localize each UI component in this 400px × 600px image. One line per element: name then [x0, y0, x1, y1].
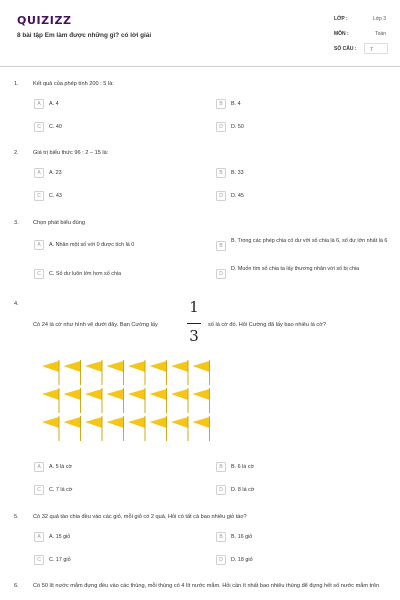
option-letter: B — [216, 168, 226, 178]
option-letter: A — [34, 99, 44, 109]
question-number: 5. — [14, 514, 19, 520]
flags-illustration — [38, 358, 218, 444]
question-text: Giá trị biểu thức 96 : 2 – 15 là: — [33, 150, 109, 156]
fraction-one-third — [185, 298, 203, 348]
option-text: C. 17 giỏ — [49, 557, 71, 563]
question-text: Có 32 quả táo chia đều vào các giỏ, mỗi giỏ có 2 quả. Hỏi có tất cả bao nhiêu giỏ táo? — [33, 514, 247, 520]
option-letter: A — [34, 240, 44, 250]
flag-icon — [107, 360, 124, 385]
option-text: B. 6 lá cờ — [231, 464, 255, 470]
option-letter: D — [216, 555, 226, 565]
flag-icon — [42, 388, 59, 413]
question-number: 2. — [14, 150, 19, 156]
option-text: C. 43 — [49, 193, 62, 199]
option-text: C. 40 — [49, 124, 62, 130]
flag-icon — [171, 416, 188, 441]
flag-icon — [193, 416, 210, 441]
option-letter: C — [34, 122, 44, 132]
flag-icon — [171, 360, 188, 385]
fraction-denominator: 3 — [189, 327, 199, 345]
flag-icon — [107, 416, 124, 441]
option-text: B. 16 giỏ — [231, 534, 253, 540]
flag-icon — [193, 388, 210, 413]
question-count-label: SỐ CÂU : — [334, 46, 357, 52]
flag-icon — [64, 388, 81, 413]
worksheet-header — [0, 0, 400, 68]
option-letter: B — [216, 241, 226, 251]
option-text: D. 8 lá cờ — [231, 487, 255, 493]
option-text: D. Muốn tìm số chia ta lấy thương nhân với số bị chia — [231, 266, 360, 272]
option-letter: B — [216, 532, 226, 542]
option-letter: C — [34, 191, 44, 201]
option-text: B. Trong các phép chia có dư với số chia là 6, số dư lớn nhất là 6 — [231, 238, 388, 244]
quizizz-logo: QUIZIZZ — [17, 14, 72, 27]
option-letter: C — [34, 555, 44, 565]
option-letter: C — [34, 269, 44, 279]
option-text: A. Nhân một số với 0 được tích là 0 — [49, 242, 135, 248]
subject-label: MÔN : — [334, 31, 349, 37]
option-letter: A — [34, 168, 44, 178]
flag-icon — [150, 360, 167, 385]
fraction-numerator: 1 — [189, 298, 199, 316]
question-count-box — [364, 43, 388, 54]
option-text: D. 18 giỏ — [231, 557, 253, 563]
question-text-before: Có 24 lá cờ như hình vẽ dưới đây. Bạn Cường lấy — [33, 322, 158, 328]
option-letter: B — [216, 462, 226, 472]
question-number: 3. — [14, 220, 19, 226]
question-number: 4. — [14, 301, 19, 307]
option-text: A. 5 lá cờ — [49, 464, 73, 470]
option-text: D. 50 — [231, 124, 244, 130]
grade-label: LỚP : — [334, 16, 348, 22]
option-letter: C — [34, 485, 44, 495]
flag-icon — [85, 388, 102, 413]
flag-icon — [107, 388, 124, 413]
option-text: A. 23 — [49, 170, 62, 176]
option-text: B. 33 — [231, 170, 244, 176]
flag-icon — [42, 360, 59, 385]
flag-icon — [128, 360, 145, 385]
option-text: D. 45 — [231, 193, 244, 199]
subject-value: Toán — [375, 31, 386, 37]
flag-icon — [150, 416, 167, 441]
flag-icon — [128, 416, 145, 441]
option-text: B. 4 — [231, 101, 241, 107]
question-text: Có 50 lít nước mắm đựng đều vào các thùng, mỗi thùng có 4 lít nước mắm. Hỏi cần ít nhất bao nhiêu thùng để đựng hết số nước mắm trên — [33, 583, 380, 589]
option-letter: D — [216, 122, 226, 132]
flag-icon — [64, 360, 81, 385]
option-letter: D — [216, 485, 226, 495]
grade-value: Lớp 3 — [372, 16, 386, 22]
option-text: A. 15 giỏ — [49, 534, 71, 540]
option-text: A. 4 — [49, 101, 59, 107]
option-letter: D — [216, 269, 226, 279]
flag-icon — [85, 416, 102, 441]
flag-icon — [85, 360, 102, 385]
question-number: 1. — [14, 81, 19, 87]
header-divider — [0, 66, 400, 67]
flag-icon — [42, 416, 59, 441]
flag-icon — [128, 388, 145, 413]
flag-icon — [64, 416, 81, 441]
option-letter: D — [216, 191, 226, 201]
flag-icon — [150, 388, 167, 413]
question-count-value: 7 — [370, 47, 373, 53]
option-letter: A — [34, 462, 44, 472]
flag-icon — [193, 360, 210, 385]
question-text: Kết quả của phép tính 200 : 5 là: — [33, 81, 114, 87]
option-text: C. 7 lá cờ — [49, 487, 73, 493]
option-text: C. Số dư luôn lớn hơn số chia — [49, 271, 122, 277]
question-text-after: số lá cờ đó. Hỏi Cường đã lấy bao nhiêu lá cờ? — [208, 322, 326, 328]
fraction-bar — [187, 323, 201, 324]
flag-icon — [171, 388, 188, 413]
option-letter: B — [216, 99, 226, 109]
question-text: Chọn phát biểu đúng — [33, 220, 85, 226]
option-letter: A — [34, 532, 44, 542]
worksheet-title: 8 bài tập Em làm được những gì? có lời giải — [17, 32, 152, 39]
question-number: 6. — [14, 583, 19, 589]
